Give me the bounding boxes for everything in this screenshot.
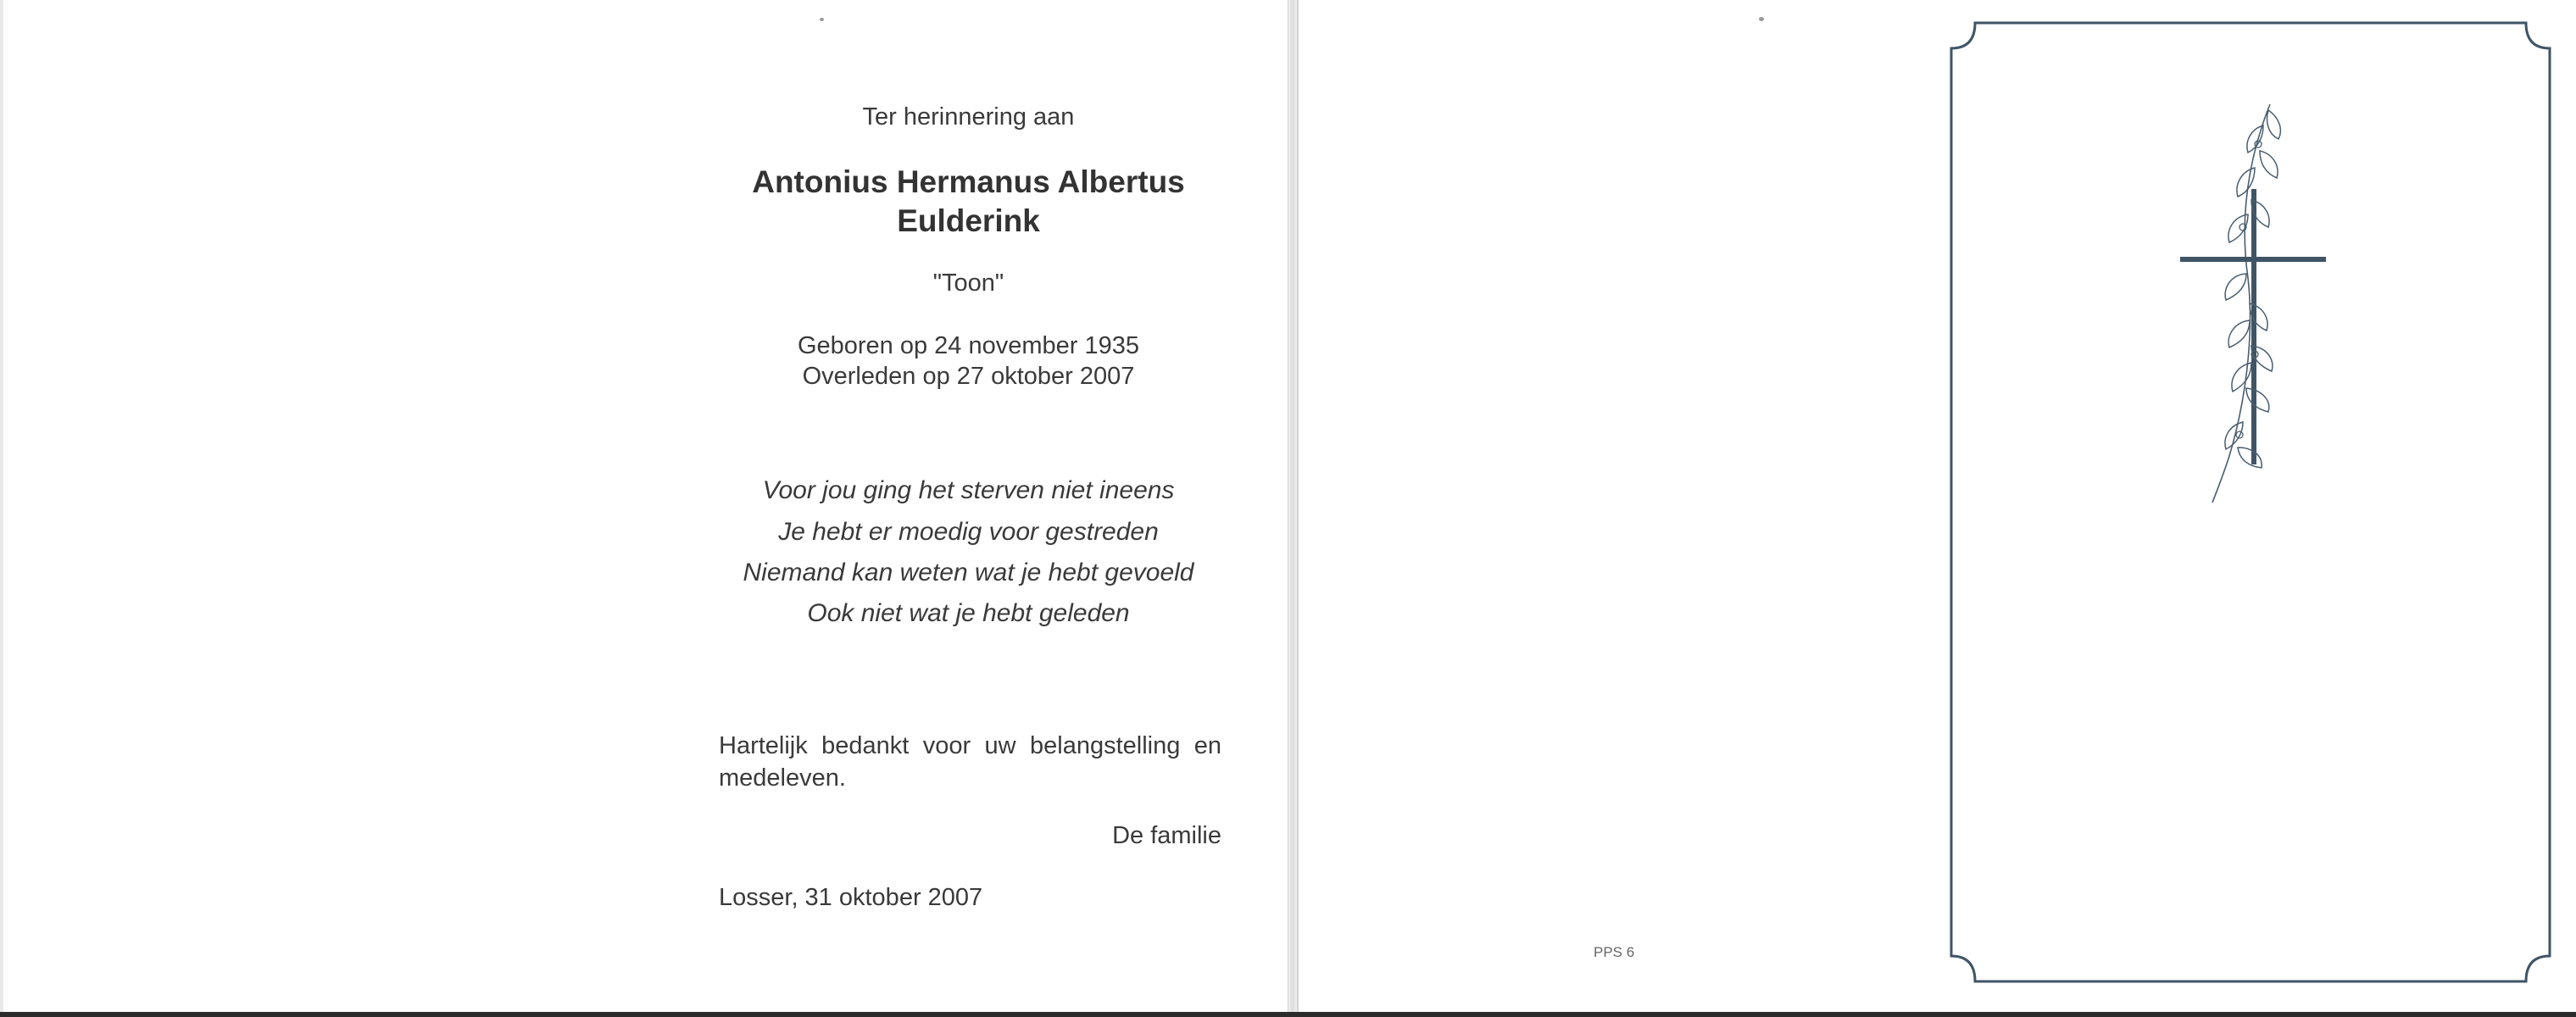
poem-line: Niemand kan weten wat je hebt gevoeld xyxy=(743,559,1194,586)
death-date-line: Overleden op 27 oktober 2007 xyxy=(802,363,1135,390)
scan-speck xyxy=(820,18,824,21)
deceased-name-line-2: Eulderink xyxy=(897,203,1040,238)
nickname: "Toon" xyxy=(932,270,1004,297)
thank-you-text: Hartelijk bedankt voor uw belangstelling en medeleven. xyxy=(719,732,1221,792)
signoff: De familie xyxy=(1112,822,1221,849)
inner-text-panel xyxy=(3,0,1289,1012)
cross-with-olive-branch-icon xyxy=(2170,100,2331,507)
place-and-date: Losser, 31 oktober 2007 xyxy=(719,884,983,911)
intro-text: Ter herinnering aan xyxy=(862,103,1075,131)
birth-date-line: Geboren op 24 november 1935 xyxy=(797,332,1140,359)
scan-bottom-edge xyxy=(0,1012,2576,1017)
poem-line: Voor jou ging het sterven niet ineens xyxy=(762,476,1175,504)
printer-code: PPS 6 xyxy=(1594,944,1635,960)
deceased-name-line-1: Antonius Hermanus Albertus xyxy=(752,164,1185,199)
card-fold xyxy=(1288,0,1297,1017)
scan-speck xyxy=(1759,17,1764,21)
poem-line: Ook niet wat je hebt geleden xyxy=(807,599,1130,627)
poem-line: Je hebt er moedig voor gestreden xyxy=(778,518,1159,546)
